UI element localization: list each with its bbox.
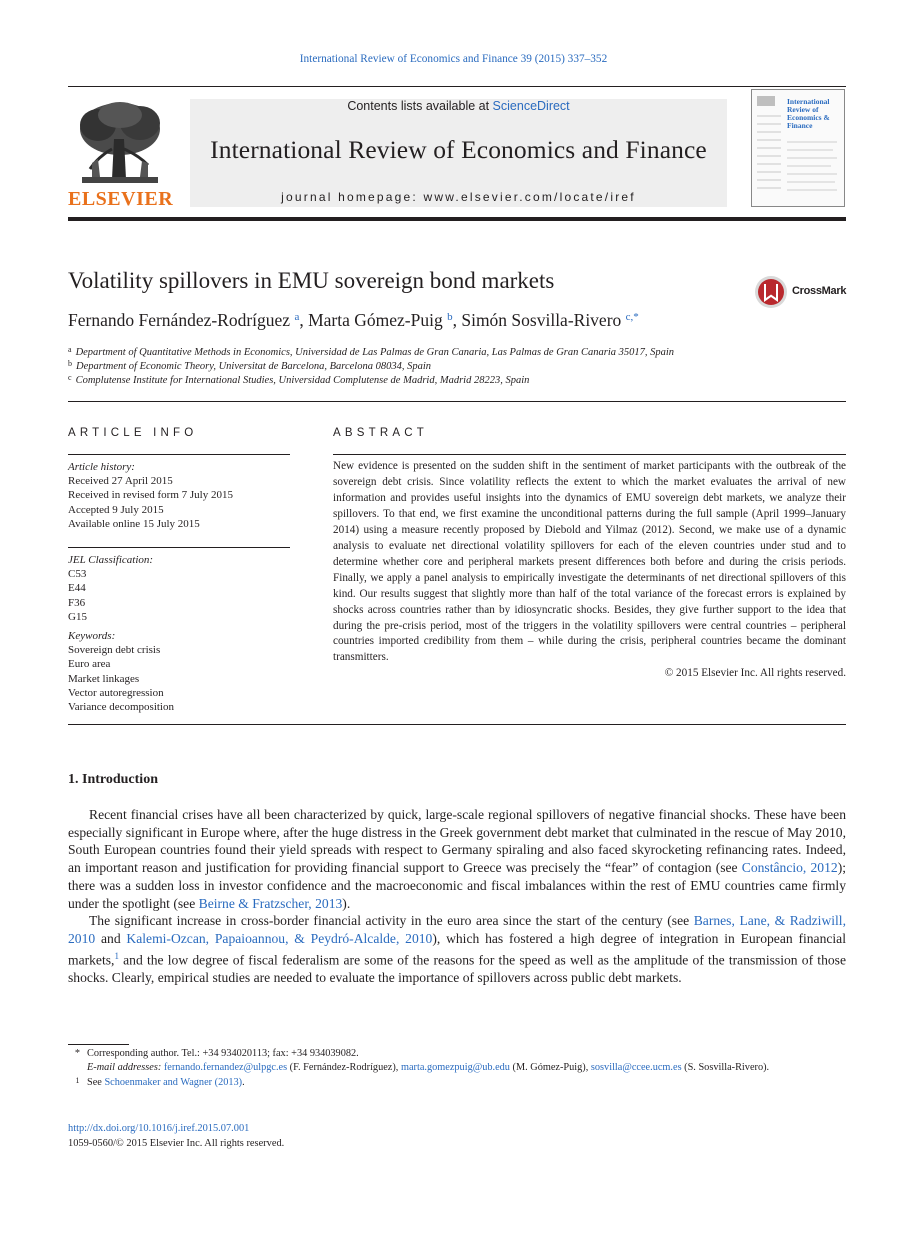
affiliation-label: a xyxy=(68,345,72,354)
citation-link[interactable]: Constâncio, 2012 xyxy=(741,860,838,876)
keyword: Market linkages xyxy=(68,672,140,685)
abstract-paragraph: New evidence is presented on the sudden shift in the sentiment of market participants with the outbreak of the sovereign debt crisis. Since volatility reflects the extent to which the market evaluates the arrival of new information and provides useful insights into the dynamics of EMU sovereign debt markets, we analyze their spillovers. To that end, we first examine the unconditional patterns during the full sample (April 1999–January 2014) using a measure recently proposed by Diebold and Yilmaz (2012). Second, we make use of a dynamic analysis to evaluate net directional volatility spillovers for each of the eleven countries under stud and to determine whether core and peripheral markets present differences both before and during the crisis periods. Finally, we apply a panel analysis to empirically investigate the determinants of net directional spillovers of this kind. Our results suggest that slightly more than half of the total variance of the forecast errors is explained by shocks across countries rather than by idiosyncratic shocks. Besides, they give further support to the idea that during the pre-crisis period, most of the triggers in the volatility spillovers were central countries – peripheral countries imported credibility from them – while during the crisis, peripheral countries became the dominant transmitters. xyxy=(333,460,846,664)
abstract-body xyxy=(333,459,846,682)
history-entry: Accepted 9 July 2015 xyxy=(68,503,164,516)
citation-link[interactable]: Beirne & Fratzscher, 2013 xyxy=(198,895,343,911)
abstract-rule xyxy=(333,454,846,455)
text-run: ), which has fostered a high degree of integration in European financial markets, xyxy=(68,930,846,968)
text-run: ). xyxy=(342,895,351,911)
footnote-1 xyxy=(68,1076,245,1088)
sciencedirect-link[interactable]: ScienceDirect xyxy=(492,99,570,113)
cover-journal-title: International Review of Economics & Finance xyxy=(787,97,830,130)
article-history-label: Article history: xyxy=(68,461,135,473)
journal-citation-link[interactable]: International Review of Economics and Finance 39 (2015) 337–352 xyxy=(299,53,608,65)
history-entry: Received in revised form 7 July 2015 xyxy=(68,489,233,502)
article-info-heading: ARTICLE INFO xyxy=(68,427,198,439)
crossmark-label: CrossMark xyxy=(792,285,847,297)
keywords-label: Keywords: xyxy=(68,630,116,642)
author-separator: , xyxy=(452,310,462,330)
affiliation-text: Department of Economic Theory, Universitat de Barcelona, Barcelona 08034, Spain xyxy=(76,361,431,372)
author-name[interactable]: Fernando Fernández-Rodríguez xyxy=(68,310,291,330)
jel-code: F36 xyxy=(68,596,86,609)
email-link[interactable]: marta.gomezpuig@ub.edu xyxy=(400,1062,510,1073)
affiliation-label: c xyxy=(68,373,72,382)
header-thick-rule xyxy=(68,217,846,221)
abstract-copyright: © 2015 Elsevier Inc. All rights reserved. xyxy=(664,667,846,680)
affiliation xyxy=(68,345,674,358)
citation-link[interactable]: Barnes, Lane, & Radziwill, 2010 xyxy=(68,913,846,946)
author-name[interactable]: Marta Gómez-Puig xyxy=(308,310,443,330)
article-history xyxy=(68,460,233,531)
footnote-text: See xyxy=(87,1077,105,1088)
jel-label: JEL Classification: xyxy=(68,554,154,566)
abstract-bottom-rule xyxy=(68,724,846,725)
body-paragraph xyxy=(68,912,846,986)
affiliation xyxy=(68,373,529,386)
journal-homepage[interactable]: journal homepage: www.elsevier.com/locate/iref xyxy=(281,190,636,204)
keyword: Sovereign debt crisis xyxy=(68,644,161,657)
paper-title: Volatility spillovers in EMU sovereign bond markets xyxy=(68,268,555,293)
author-affiliation-mark[interactable]: c,* xyxy=(625,311,639,323)
citation-link[interactable]: Kalemi-Ozcan, Papaioannou, & Peydró-Alcalde, 2010 xyxy=(126,930,433,946)
footnote-rule xyxy=(68,1044,129,1045)
text-run: and xyxy=(95,930,127,946)
author-name[interactable]: Simón Sosvilla-Rivero xyxy=(461,310,622,330)
cover-toc-lines xyxy=(757,96,783,200)
crossmark-badge[interactable] xyxy=(754,275,874,309)
author-affiliation-mark[interactable]: a xyxy=(294,311,300,323)
email-owner: (M. Gómez-Puig), xyxy=(509,1062,591,1073)
affiliation-text: Department of Quantitative Methods in Economics, Universidad de Las Palmas de Gran Canaria, Las Palmas de Gran Canaria 35017, Spain xyxy=(75,347,675,358)
text-run: ); there was a sudden loss in investor confidence and the macroeconomic and fiscal imbalances within the rest of EMU countries came firmly under the spotlight (see xyxy=(68,860,847,911)
history-entry: Available online 15 July 2015 xyxy=(68,517,200,530)
abstract-heading: ABSTRACT xyxy=(333,427,428,439)
header-top-rule xyxy=(68,86,846,87)
doi-block xyxy=(68,1121,284,1151)
journal-title: International Review of Economics and Finance xyxy=(210,135,707,164)
affiliation-rule xyxy=(68,401,846,402)
text-run: The significant increase in cross-border financial activity in the euro area since the start of the century (see xyxy=(89,913,694,929)
footnote-corresponding xyxy=(68,1048,359,1059)
introduction-body xyxy=(68,806,846,987)
text-run: Recent financial crises have all been characterized by quick, large-scale regional spillovers of negative financial shocks. These have been especially significant in Europe where, after the huge distress in the Greek government debt market that culminated in the rescue of May 2010, South European countries found their yield spreads with respect to Germany spiraling and also faced skyrocketing refinancing rates. Indeed, an important reason and justification for providing financial support to Greece was precisely the “fear” of contagion (see xyxy=(68,807,846,876)
author-list xyxy=(68,310,639,331)
email-owner: (F. Fernández-Rodríguez), xyxy=(287,1062,401,1073)
introduction-heading: 1. Introduction xyxy=(68,772,158,787)
citation-link[interactable]: Schoenmaker and Wagner (2013) xyxy=(104,1077,243,1088)
keyword: Euro area xyxy=(68,658,111,671)
article-info-rule xyxy=(68,454,290,455)
email-link[interactable]: sosvilla@ccee.ucm.es xyxy=(590,1062,682,1073)
email-label: E-mail addresses: xyxy=(87,1062,162,1073)
email-owner: (S. Sosvilla-Rivero). xyxy=(681,1062,770,1073)
crossmark-icon xyxy=(754,275,788,309)
issn-line: 1059-0560/© 2015 Elsevier Inc. All rights reserved. xyxy=(68,1138,285,1149)
elsevier-wordmark: ELSEVIER xyxy=(68,188,174,210)
affiliation xyxy=(68,359,431,372)
contents-prefix: Contents lists available at xyxy=(347,99,493,113)
jel-code: G15 xyxy=(68,610,87,623)
keywords xyxy=(68,629,174,714)
doi-link[interactable]: http://dx.doi.org/10.1016/j.iref.2015.07.001 xyxy=(68,1123,250,1134)
body-paragraph xyxy=(68,806,846,912)
author-affiliation-mark[interactable]: b xyxy=(447,311,453,323)
text-run: and the low degree of fiscal federalism are some of the reasons for the speed as well as the amplitude of the transmission of those shocks. Clearly, empirical studies are needed to evaluate the importance of spillovers across public debt markets. xyxy=(68,952,846,985)
contents-line xyxy=(190,99,727,113)
affiliation-label: b xyxy=(68,359,72,368)
footnote-marker-link[interactable]: 1 xyxy=(114,950,119,961)
journal-cover-thumbnail[interactable] xyxy=(751,89,845,207)
affiliation-text: Complutense Institute for International Studies, Universidad Complutense de Madrid, Madrid 28223, Spain xyxy=(75,375,530,386)
jel-rule xyxy=(68,547,290,548)
history-entry: Received 27 April 2015 xyxy=(68,475,173,488)
jel-code: E44 xyxy=(68,582,86,595)
author-separator: , xyxy=(299,310,309,330)
keyword: Variance decomposition xyxy=(68,701,174,714)
footnote-text: . xyxy=(242,1077,245,1088)
footnote-emails xyxy=(87,1062,769,1073)
footnote-number: 1 xyxy=(75,1076,80,1085)
footnote-text: Corresponding author. Tel.: +34 934020113; fax: +34 934039082. xyxy=(87,1048,359,1059)
keyword: Vector autoregression xyxy=(68,686,164,699)
jel-classification xyxy=(68,553,153,624)
cover-content-lines xyxy=(787,138,839,198)
email-link[interactable]: fernando.fernandez@ulpgc.es xyxy=(163,1062,288,1073)
elsevier-tree-logo xyxy=(68,99,170,187)
footnote-star: * xyxy=(74,1048,81,1059)
jel-code: C53 xyxy=(68,568,87,581)
